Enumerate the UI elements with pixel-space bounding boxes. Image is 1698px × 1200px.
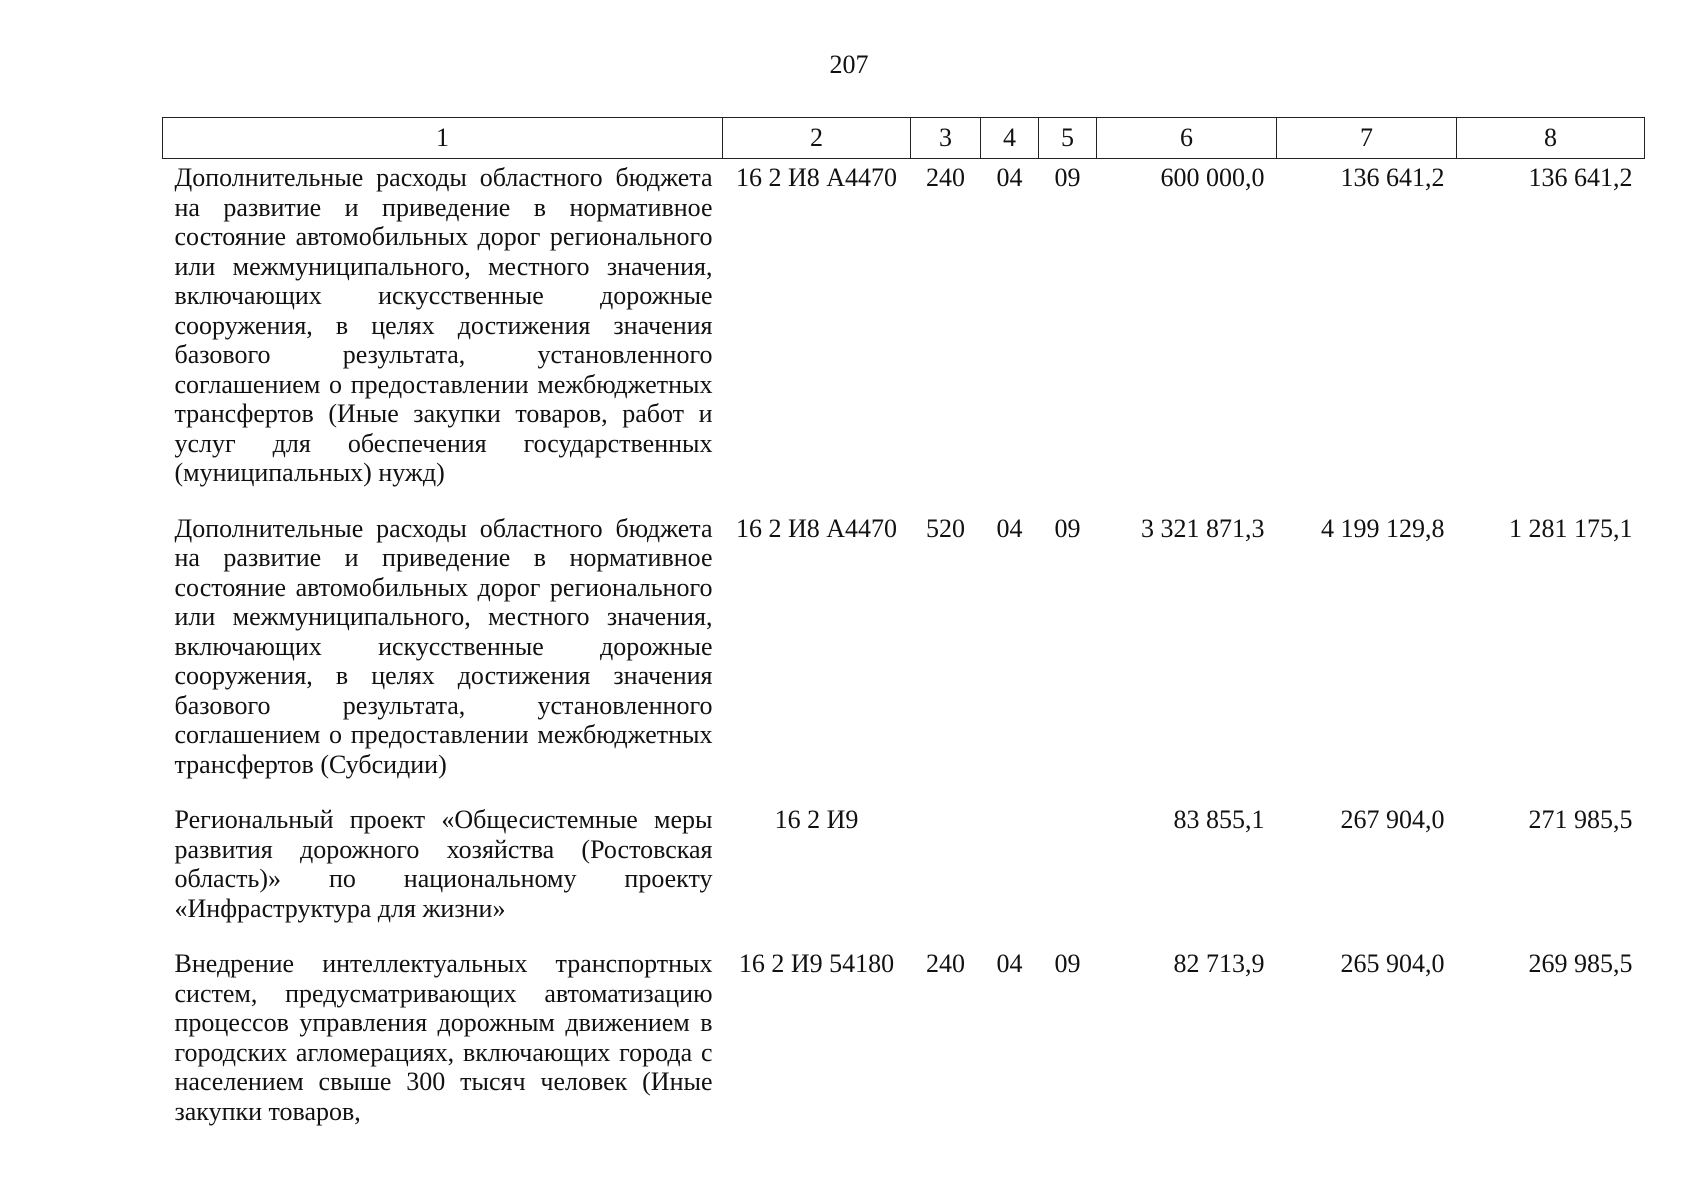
row-expense-type: 520 <box>926 513 965 543</box>
row-value-6: 83 855,1 <box>1173 805 1265 834</box>
row-value-6: 600 000,0 <box>1160 163 1265 192</box>
row-subsection: 09 <box>1054 163 1081 192</box>
row-value-7: 265 904,0 <box>1340 949 1445 978</box>
row-value-8: 271 985,5 <box>1528 805 1633 834</box>
row-section: 04 <box>996 163 1023 192</box>
row-value-7: 267 904,0 <box>1340 805 1445 834</box>
row-target-code: 16 2 И9 <box>774 805 859 834</box>
row-description: Региональный проект «Общесистемные меры развития дорожного хозяйства (Ростовская область)» по национальному проекту «Инфраструктура для жизни» <box>174 805 713 923</box>
column-header-6: 6 <box>1097 118 1277 159</box>
row-description: Внедрение интеллектуальных транспортных систем, предусматривающих автоматизацию процессов управления дорожным движением в городских агломерациях, включающих города с населением свыше 300 тысяч человек (Иные закупки товаров, <box>174 949 713 1126</box>
budget-table <box>162 117 1645 1126</box>
table-header-row <box>163 118 1645 159</box>
row-value-8: 1 281 175,1 <box>1509 513 1633 543</box>
row-expense-type: 240 <box>926 163 965 192</box>
budget-table-container <box>162 117 1644 1126</box>
row-subsection: 09 <box>1054 513 1081 543</box>
column-header-4: 4 <box>981 118 1039 159</box>
row-value-6: 82 713,9 <box>1173 949 1265 978</box>
row-value-7: 136 641,2 <box>1340 163 1445 192</box>
page-number: 207 <box>829 50 869 79</box>
row-target-code: 16 2 И8 А4470 <box>735 513 898 543</box>
table-row <box>163 801 1645 945</box>
row-section: 04 <box>996 949 1023 978</box>
row-target-code: 16 2 И8 А4470 <box>735 163 898 192</box>
column-header-7: 7 <box>1277 118 1457 159</box>
row-section <box>981 801 1039 945</box>
row-subsection <box>1039 801 1097 945</box>
row-description: Дополнительные расходы областного бюджета на развитие и приведение в нормативное состояние автомобильных дорог регионального или межмуниципального, местного значения, включающих искусственные дорожные сооружения, в целях достижения значения базового результата, установленного соглашением о предоставлении межбюджетных трансфертов (Субсидии) <box>174 513 713 779</box>
row-value-8: 269 985,5 <box>1528 949 1633 978</box>
row-expense-type <box>911 801 981 945</box>
column-header-8: 8 <box>1457 118 1645 159</box>
table-row <box>163 510 1645 802</box>
row-subsection: 09 <box>1054 949 1081 978</box>
table-row <box>163 945 1645 1126</box>
row-expense-type: 240 <box>926 949 965 978</box>
row-description: Дополнительные расходы областного бюджета на развитие и приведение в нормативное состояние автомобильных дорог регионального или межмуниципального, местного значения, включающих искусственные дорожные сооружения, в целях достижения значения базового результата, установленного соглашением о предоставлении межбюджетных трансфертов (Иные закупки товаров, работ и услуг для обеспечения государственных (муниципальных) нужд) <box>174 163 713 487</box>
column-header-1: 1 <box>163 118 723 159</box>
row-value-7: 4 199 129,8 <box>1321 513 1445 543</box>
column-header-3: 3 <box>911 118 981 159</box>
column-header-5: 5 <box>1039 118 1097 159</box>
column-header-2: 2 <box>723 118 911 159</box>
row-value-8: 136 641,2 <box>1528 163 1633 192</box>
table-row <box>163 159 1645 510</box>
row-value-6: 3 321 871,3 <box>1141 513 1265 543</box>
row-section: 04 <box>996 513 1023 543</box>
row-target-code: 16 2 И9 54180 <box>738 949 895 978</box>
